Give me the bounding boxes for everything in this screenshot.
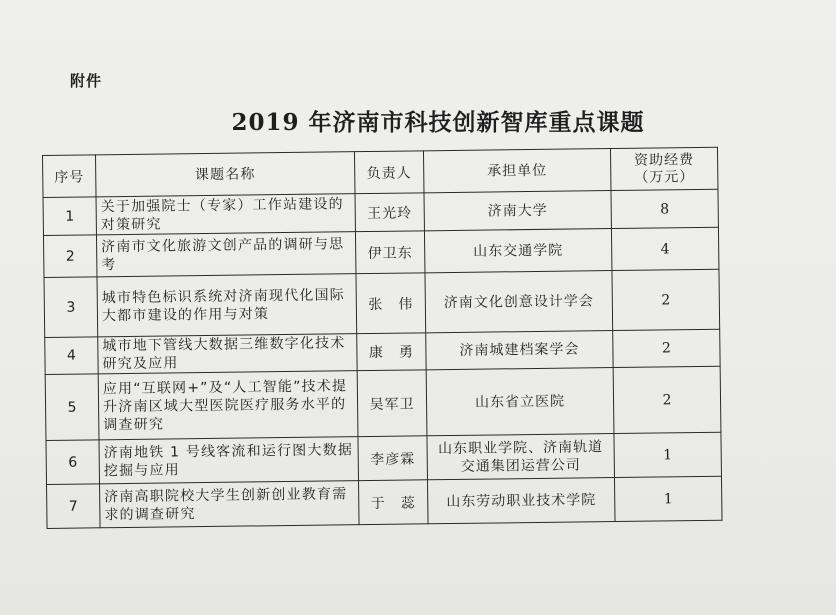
topics-table <box>42 147 723 529</box>
row-name: 济南地铁 1 号线客流和运行图大数据挖掘与应用 <box>99 437 359 484</box>
table-row <box>44 269 720 337</box>
row-name: 应用“互联网+”及“人工智能”技术提升济南区域大型医院医疗服务水平的调查研究 <box>98 371 358 440</box>
row-lead: 李彦霖 <box>358 436 428 481</box>
row-no: 7 <box>47 484 101 529</box>
row-unit: 山东交通学院 <box>424 229 611 273</box>
header-name: 课题名称 <box>96 152 355 197</box>
row-no: 6 <box>46 440 100 485</box>
row-unit: 山东职业学院、济南轨道交通集团运营公司 <box>427 434 615 480</box>
row-fund: 1 <box>614 432 722 477</box>
attachment-label: 附件 <box>70 72 103 90</box>
row-unit: 山东省立医院 <box>426 368 614 436</box>
row-name: 济南高职院校大学生创新创业教育需求的调查研究 <box>100 481 360 528</box>
row-name: 城市地下管线大数据三维数字化技术研究及应用 <box>98 334 357 374</box>
row-lead: 吴军卫 <box>357 370 427 437</box>
header-no: 序号 <box>43 155 97 198</box>
row-no: 3 <box>44 277 98 338</box>
row-no: 5 <box>45 374 99 441</box>
row-lead: 于 蕊 <box>359 480 429 525</box>
row-fund: 2 <box>613 366 721 433</box>
row-name: 关于加强院士（专家）工作站建设的对策研究 <box>96 194 355 235</box>
header-fund <box>610 147 718 190</box>
table-row <box>47 476 722 528</box>
row-lead: 张 伟 <box>356 273 426 334</box>
row-name: 城市特色标识系统对济南现代化国际大都市建设的作用与对策 <box>97 274 357 337</box>
row-fund: 8 <box>611 189 718 228</box>
row-lead: 王光玲 <box>355 193 424 232</box>
header-fund-line1: 资助经费 <box>634 151 695 169</box>
row-fund: 2 <box>612 269 720 330</box>
document-title: 2019 年济南市科技创新智库重点课题 <box>231 109 645 136</box>
header-fund-line2: （万元） <box>634 168 695 186</box>
row-fund: 1 <box>614 476 722 521</box>
row-fund: 2 <box>613 329 720 367</box>
table-row <box>45 366 721 440</box>
header-lead: 负责人 <box>354 151 424 194</box>
row-no: 4 <box>45 337 98 375</box>
row-lead: 康 勇 <box>357 333 426 371</box>
row-unit: 济南文化创意设计学会 <box>425 271 613 333</box>
row-no: 1 <box>43 197 96 236</box>
row-lead: 伊卫东 <box>355 231 425 274</box>
row-unit: 济南大学 <box>424 191 611 231</box>
header-unit: 承担单位 <box>423 149 610 193</box>
row-no: 2 <box>43 235 97 278</box>
row-unit: 山东劳动职业技术学院 <box>427 478 615 524</box>
row-fund: 4 <box>611 227 719 270</box>
row-unit: 济南城建档案学会 <box>426 331 613 370</box>
row-name: 济南市文化旅游文创产品的调研与思考 <box>96 232 355 277</box>
